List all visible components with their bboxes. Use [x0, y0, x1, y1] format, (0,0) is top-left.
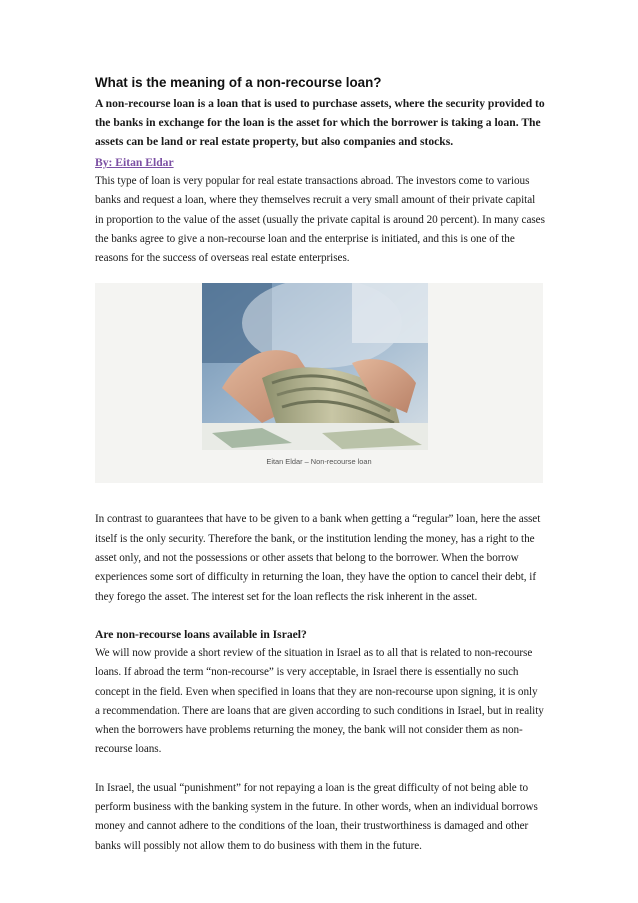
article — [95, 74, 545, 856]
article-title: What is the meaning of a non-recourse loan? — [95, 75, 382, 90]
money-photo — [202, 283, 428, 450]
section-heading: Are non-recourse loans available in Israel? — [95, 627, 307, 641]
guarantee-paragraph: In contrast to guarantees that have to be given to a bank when getting a “regular” loan, here the asset itself is the only security. Therefore the bank, or the institution lending the money, has a right to the asset only, and not the possessions or other assets that belong to the borrower. When the borrow experiences some sort of difficulty in returning the loan, they have the option to cancel their debt, if they forego the asset. The interest set for the loan reflects the risk inherent in the asset. — [95, 513, 541, 603]
article-figure — [95, 283, 543, 483]
israel-paragraph: We will now provide a short review of the situation in Israel as to all that is related to non-recourse loans. If abroad the term “non-recourse” is very acceptable, in Israel there is essentially no such concept in the field. Even when specified in loans that they are non-recourse upon signing, it is only a recommendation. There are loans that are given according to such conditions in Israel, but in reality when the borrowers have problems returning the money, the bank will not consider them as non-recourse loans. — [95, 646, 544, 756]
punishment-paragraph: In Israel, the usual “punishment” for not repaying a loan is the great difficulty of not being able to perform business with the banking system in the future. In other words, when an individual borrows money and cannot adhere to the conditions of the loan, their trustworthiness is damaged and other banks will possibly not allow them to do business with them in the future. — [95, 781, 538, 852]
author-link[interactable]: By: Eitan Eldar — [95, 156, 174, 169]
image-caption: Eitan Eldar – Non-recourse loan — [266, 457, 372, 467]
article-lead: A non-recourse loan is a loan that is used to purchase assets, where the security provided to the banks in exchange for the loan is the asset for which the borrower is taking a loan. The assets can be land or real estate property, but also companies and stocks. — [95, 97, 545, 148]
intro-paragraph: This type of loan is very popular for real estate transactions abroad. The investors come to various banks and request a loan, where they themselves recruit a very small amount of their private capital in proportion to the value of the asset (usually the private capital is around 20 percent). In many cases the banks agree to give a non-recourse loan and the enterprise is initiated, and this is one of the reasons for the success of overseas real estate enterprises. — [95, 175, 545, 265]
